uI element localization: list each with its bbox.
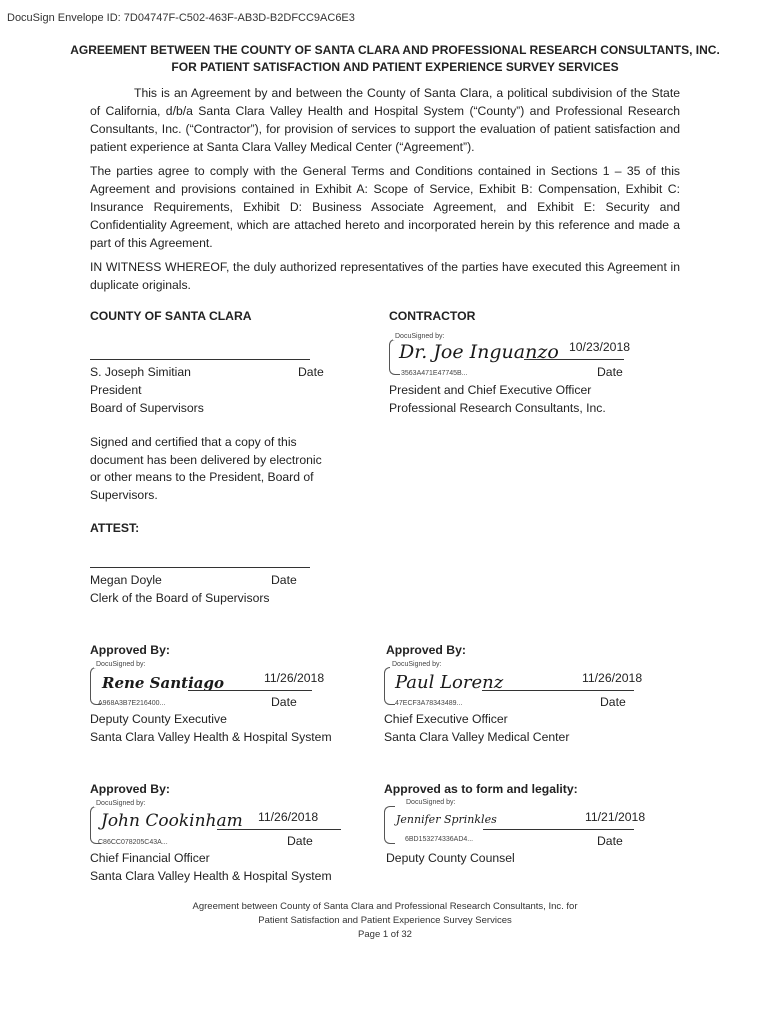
docusign-label: DocuSigned by: bbox=[96, 800, 146, 807]
cfo-title: Chief Financial Officer bbox=[90, 851, 210, 865]
docusign-bracket bbox=[384, 806, 395, 844]
approval-heading-cfo: Approved By: bbox=[90, 782, 170, 796]
counsel-signature: Jennifer Sprinkles bbox=[396, 813, 497, 826]
contractor-signer-title: President and Chief Executive Officer bbox=[389, 383, 592, 397]
docusign-id: 47ECF3A78343489... bbox=[395, 700, 463, 707]
deputy-exec-title: Deputy County Executive bbox=[90, 712, 227, 726]
certified-line-3: or other means to the President, Board of bbox=[90, 470, 314, 484]
contractor-company: Professional Research Consultants, Inc. bbox=[389, 401, 606, 415]
counsel-title: Deputy County Counsel bbox=[386, 851, 515, 865]
docusign-label: DocuSigned by: bbox=[392, 661, 442, 668]
cfo-sign-date: 11/26/2018 bbox=[258, 810, 319, 824]
ceo-date-label: Date bbox=[600, 695, 626, 709]
docusign-label: DocuSigned by: bbox=[406, 799, 456, 806]
cfo-date-label: Date bbox=[287, 834, 313, 848]
deputy-exec-signature: Rene Santiago bbox=[102, 674, 224, 692]
approval-heading-counsel: Approved as to form and legality: bbox=[384, 782, 578, 796]
certified-line-4: Supervisors. bbox=[90, 487, 158, 502]
counsel-date-label: Date bbox=[597, 834, 623, 848]
docusign-id: A968A3B7E216400... bbox=[98, 700, 166, 707]
docusign-label: DocuSigned by: bbox=[395, 333, 445, 340]
document-title-line-2: FOR PATIENT SATISFACTION AND PATIENT EXPERIENCE SURVEY SERVICES bbox=[171, 60, 619, 74]
counsel-sign-date: 11/21/2018 bbox=[585, 810, 646, 824]
cfo-org: Santa Clara Valley Health & Hospital System bbox=[90, 869, 332, 883]
deputy-exec-date-label: Date bbox=[271, 695, 297, 709]
docusign-bracket bbox=[384, 667, 395, 705]
contractor-heading: CONTRACTOR bbox=[389, 309, 476, 323]
contractor-date-label: Date bbox=[597, 365, 623, 379]
terms-paragraph: The parties agree to comply with the General Terms and Conditions contained in Sections 1 – 35 of this Agreement and provisions contained in Exhibit A: Scope of Service, Exhibit B: Compensation, Exhibit C: Insurance Requirements, Exhibit D: Business Associate Agreement, and Exhibit E: Security and Confidentiality Agreement, which are attached hereto and incorporated herein by this reference and made a part of this Agreement. bbox=[90, 164, 680, 250]
intro-paragraph: This is an Agreement by and between the County of Santa Clara, a political subdivision of the State of California, d/b/a Santa Clara Valley Health and Hospital System (“County”) and Professional Research Consultants, Inc. (“Contractor”), for provision of services to support the evaluation of patient satisfaction and patient experience at Santa Clara Valley Medical Center (“Agreement”). bbox=[90, 86, 680, 154]
docusign-id: C86CC078205C43A... bbox=[98, 839, 168, 846]
document-title-line-1: AGREEMENT BETWEEN THE COUNTY OF SANTA CLARA AND PROFESSIONAL RESEARCH CONSULTANTS, INC. bbox=[70, 43, 720, 57]
witness-paragraph: IN WITNESS WHEREOF, the duly authorized representatives of the parties have executed this Agreement in duplicate originals. bbox=[90, 260, 680, 292]
docusign-label: DocuSigned by: bbox=[96, 661, 146, 668]
attest-signature-line bbox=[90, 567, 310, 568]
ceo-title: Chief Executive Officer bbox=[384, 712, 508, 726]
cfo-date-line bbox=[217, 829, 341, 830]
attest-heading: ATTEST: bbox=[90, 521, 140, 535]
deputy-exec-sign-date: 11/26/2018 bbox=[264, 671, 325, 685]
approval-heading-ceo: Approved By: bbox=[386, 643, 466, 657]
approval-heading-deputy-exec: Approved By: bbox=[90, 643, 170, 657]
county-signer-board: Board of Supervisors bbox=[90, 401, 204, 415]
ceo-org: Santa Clara Valley Medical Center bbox=[384, 730, 570, 744]
contractor-signature: Dr. Joe Inguanzo bbox=[399, 341, 559, 363]
certified-line-1: Signed and certified that a copy of this bbox=[90, 435, 297, 449]
certified-statement bbox=[90, 434, 322, 504]
attest-signer-title: Clerk of the Board of Supervisors bbox=[90, 591, 270, 605]
ceo-date-line bbox=[482, 690, 634, 691]
certified-line-2: document has been delivered by electronic bbox=[90, 452, 322, 467]
ceo-sign-date: 11/26/2018 bbox=[582, 671, 643, 685]
county-signer-name: S. Joseph Simitian bbox=[90, 365, 191, 379]
footer-line-2: Patient Satisfaction and Patient Experience Survey Services bbox=[258, 915, 512, 926]
ceo-signature: Paul Lorenz bbox=[395, 672, 504, 693]
docusign-id: 3563A471E47745B... bbox=[401, 370, 468, 377]
page-number: Page 1 of 32 bbox=[358, 929, 412, 940]
deputy-exec-date-line bbox=[188, 690, 312, 691]
docusign-envelope-id: DocuSign Envelope ID: 7D04747F-C502-463F-AB3D-B2DFCC9AC6E3 bbox=[7, 12, 355, 24]
contractor-sign-date: 10/23/2018 bbox=[569, 340, 630, 354]
county-signer-title: President bbox=[90, 383, 142, 397]
contractor-date-line bbox=[524, 359, 624, 360]
county-signature-line bbox=[90, 359, 310, 360]
counsel-date-line bbox=[483, 829, 634, 830]
attest-date-label: Date bbox=[271, 573, 297, 587]
cfo-signature: John Cookinham bbox=[101, 811, 243, 831]
deputy-exec-org: Santa Clara Valley Health & Hospital System bbox=[90, 730, 332, 744]
footer-line-1: Agreement between County of Santa Clara and Professional Research Consultants, Inc. for bbox=[192, 901, 578, 912]
county-date-label: Date bbox=[298, 365, 324, 379]
attest-signer-name: Megan Doyle bbox=[90, 573, 162, 587]
county-heading: COUNTY OF SANTA CLARA bbox=[90, 309, 252, 323]
docusign-id: 6BD153274336AD4... bbox=[405, 836, 474, 843]
